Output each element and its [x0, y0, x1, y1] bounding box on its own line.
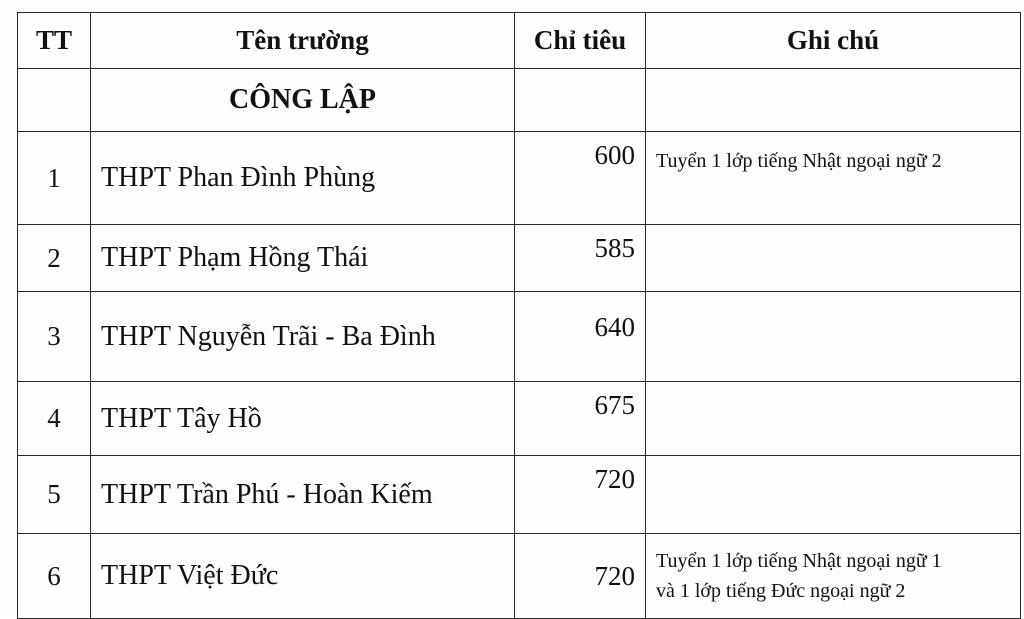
row-quota: 675: [515, 382, 646, 456]
table-row: [18, 132, 1021, 225]
row-quota: 720: [515, 534, 646, 619]
row-note: [646, 292, 1021, 382]
row-tt: 5: [18, 456, 91, 534]
row-tt: 1: [18, 132, 91, 225]
row-note-line: Tuyển 1 lớp tiếng Nhật ngoại ngữ 2: [656, 150, 942, 172]
header-tt: TT: [18, 13, 91, 69]
table-row: [18, 382, 1021, 456]
table-row: [18, 456, 1021, 534]
table-row: [18, 225, 1021, 292]
row-quota: 585: [515, 225, 646, 292]
enrollment-quota-table: [17, 12, 1021, 619]
row-note: [646, 534, 1021, 619]
header-quota: Chỉ tiêu: [515, 13, 646, 69]
row-quota: 640: [515, 292, 646, 382]
row-tt: 2: [18, 225, 91, 292]
row-note: [646, 456, 1021, 534]
header-school-name: Tên trường: [91, 13, 515, 69]
row-school-name: THPT Nguyễn Trãi - Ba Đình: [91, 292, 515, 382]
row-note: [646, 132, 1021, 225]
row-school-name: THPT Việt Đức: [91, 534, 515, 619]
row-quota: 600: [515, 132, 646, 225]
row-note-line: Tuyển 1 lớp tiếng Nhật ngoại ngữ 1: [656, 550, 942, 572]
row-school-name: THPT Trần Phú - Hoàn Kiếm: [91, 456, 515, 534]
row-school-name: THPT Tây Hồ: [91, 382, 515, 456]
row-note-line: và 1 lớp tiếng Đức ngoại ngữ 2: [656, 580, 906, 602]
row-school-name: THPT Phạm Hồng Thái: [91, 225, 515, 292]
row-quota: 720: [515, 456, 646, 534]
row-tt: 6: [18, 534, 91, 619]
row-tt: 3: [18, 292, 91, 382]
header-note: Ghi chú: [646, 13, 1021, 69]
table-header-row: [18, 13, 1021, 69]
section-tt-cell: [18, 69, 91, 132]
row-note: [646, 382, 1021, 456]
table-row: [18, 534, 1021, 619]
section-quota-cell: [515, 69, 646, 132]
section-row: [18, 69, 1021, 132]
row-school-name: THPT Phan Đình Phùng: [91, 132, 515, 225]
table-row: [18, 292, 1021, 382]
section-title: CÔNG LẬP: [91, 69, 515, 132]
section-note-cell: [646, 69, 1021, 132]
row-tt: 4: [18, 382, 91, 456]
row-note: [646, 225, 1021, 292]
